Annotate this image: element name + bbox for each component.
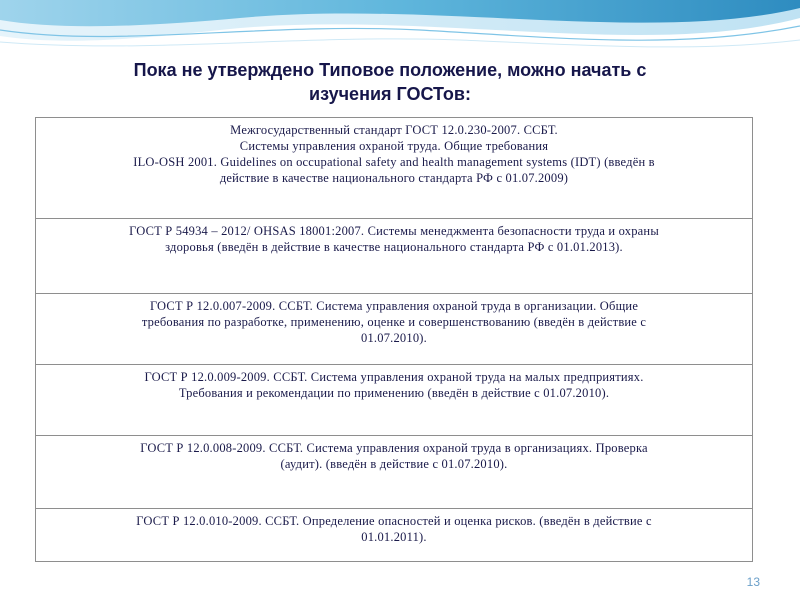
page-number: 13 xyxy=(746,575,760,589)
standard-line: ГОСТ Р 12.0.010-2009. ССБТ. Определение опасностей и оценка рисков. (введён в действие с xyxy=(136,514,652,528)
standard-line: требования по разработке, применению, оценке и совершенствованию (введён в действие с xyxy=(141,315,647,329)
standard-line: ГОСТ Р 54934 – 2012/ OHSAS 18001:2007. Системы менеджмента безопасности труда и охраны xyxy=(129,224,659,238)
standard-cell xyxy=(36,219,753,294)
standard-cell xyxy=(36,118,753,219)
slide-title xyxy=(60,58,720,106)
standard-line: 01.07.2010). xyxy=(361,331,427,345)
table-row xyxy=(36,294,753,365)
standard-line: ГОСТ Р 12.0.007-2009. ССБТ. Система управления охраной труда в организации. Общие xyxy=(149,299,639,313)
standards-table xyxy=(35,117,753,562)
table-row xyxy=(36,118,753,219)
table-row xyxy=(36,509,753,562)
table-row xyxy=(36,219,753,294)
standard-line: ГОСТ Р 12.0.008-2009. ССБТ. Система управления охраной труда в организациях. Проверка xyxy=(140,441,648,455)
slide-title-line-2: изучения ГОСТов: xyxy=(309,84,471,104)
standard-line: Требования и рекомендации по применению (введён в действие с 01.07.2010). xyxy=(178,386,610,400)
standard-line: здоровья (введён в действие в качестве национального стандарта РФ с 01.01.2013). xyxy=(165,240,623,254)
standard-line: (аудит). (введён в действие с 01.07.2010). xyxy=(280,457,508,471)
standard-cell xyxy=(36,509,753,562)
table-row xyxy=(36,436,753,509)
standard-line: ILO-OSH 2001. Guidelines on occupational safety and health management systems (IDT) (введён в xyxy=(133,155,655,169)
standard-cell xyxy=(36,436,753,509)
slide-title-line-1: Пока не утверждено Типовое положение, можно начать с xyxy=(133,60,647,80)
standard-line: Межгосударственный стандарт ГОСТ 12.0.230-2007. ССБТ. xyxy=(230,123,558,137)
standard-line: Системы управления охраной труда. Общие требования xyxy=(239,139,549,153)
table-row xyxy=(36,365,753,436)
standard-line: ГОСТ Р 12.0.009-2009. ССБТ. Система управления охраной труда на малых предприятиях. xyxy=(144,370,644,384)
standard-cell xyxy=(36,365,753,436)
standard-line: действие в качестве национального стандарта РФ с 01.07.2009) xyxy=(219,171,569,185)
standard-line: 01.01.2011). xyxy=(361,530,427,544)
standard-cell xyxy=(36,294,753,365)
